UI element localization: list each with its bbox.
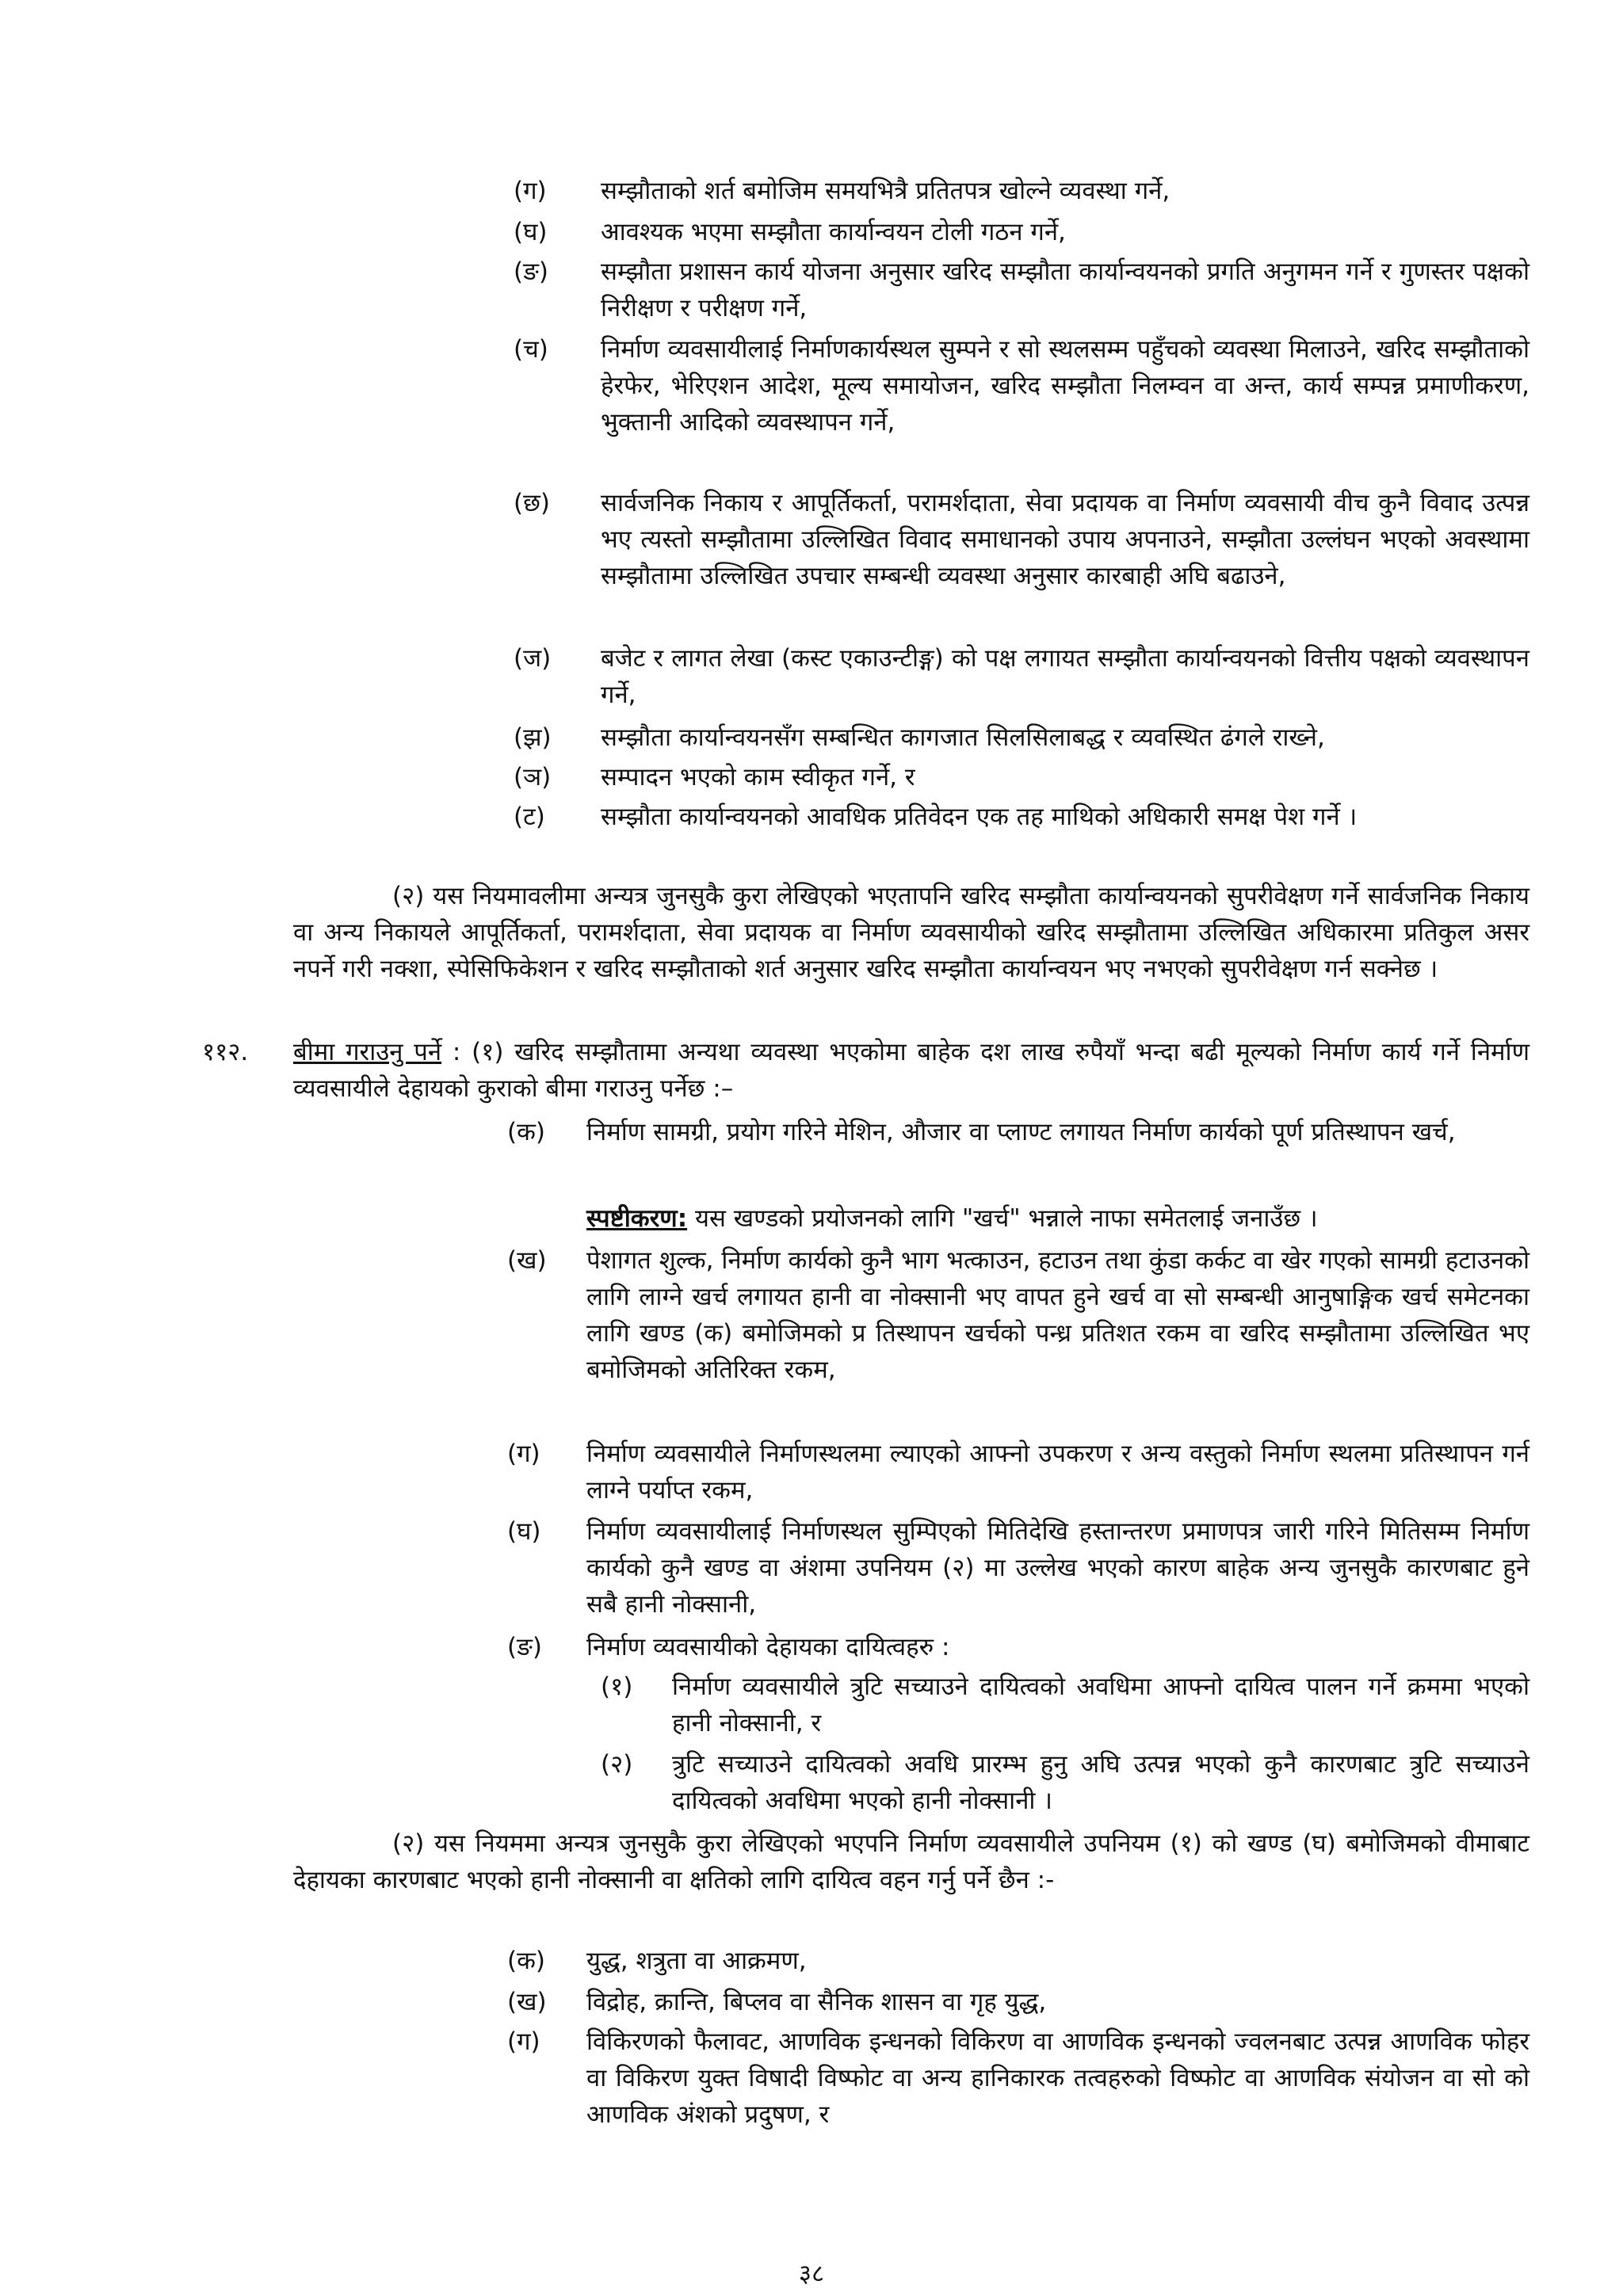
sub-list-item	[601, 1746, 1529, 1819]
item-label: (क)	[507, 1947, 545, 1975]
section-intro-text: : (१) खरिद सम्झौतामा अन्यथा व्यवस्था भएकोमा बाहेक दश लाख रुपैयाँ भन्दा बढी मूल्यको निर्माण कार्य गर्ने निर्माण व्यवसायीले देहायको कुराको बीमा गराउनु पर्नेछ :–	[293, 1038, 1530, 1103]
item-text: निर्माण व्यवसायीको देहायका दायित्वहरु :	[586, 1633, 950, 1661]
list-item	[507, 2023, 1529, 2133]
list-item	[514, 331, 1529, 441]
item-text: सार्वजनिक निकाय र आपूर्तिकर्ता, परामर्शदाता, सेवा प्रदायक वा निर्माण व्यवसायी वीच कुनै विवाद उत्पन्न भए त्यस्तो सम्झौतामा उल्लिखित विवाद समाधानको उपाय अपनाउने, सम्झौता उल्लंघन भएको अवस्थामा सम्झौतामा उल्लिखित उपचार सम्बन्धी व्यवस्था अनुसार कारबाही अघि बढाउने,	[601, 489, 1529, 590]
item-label: (ग)	[514, 177, 547, 205]
item-text: निर्माण सामग्री, प्रयोग गरिने मेशिन, औजार वा प्लाण्ट लगायत निर्माण कार्यको पूर्ण प्रतिस्थापन खर्च,	[586, 1118, 1456, 1146]
item-label: (छ)	[514, 489, 550, 517]
sub-list-item	[601, 1669, 1529, 1741]
item-label: (झ)	[514, 723, 552, 752]
item-label: (ख)	[507, 1246, 547, 1275]
item-text: निर्माण व्यवसायीलाई निर्माणकार्यस्थल सुम्पने र सो स्थलसम्म पहुँचको व्यवस्था मिलाउने, खरिद सम्झौताको हेरफेर, भेरिएशन आदेश, मूल्य समायोजन, खरिद सम्झौता निलम्वन वा अन्त, कार्य सम्पन्न प्रमाणीकरण, भुक्तानी आदिको व्यवस्थापन गर्ने,	[601, 335, 1529, 437]
item-text: बजेट र लागत लेखा (कस्ट एकाउन्टीङ्ग) को पक्ष लगायत सम्झौता कार्यान्वयनको वित्तीय पक्षको व्यवस्थापन गर्ने,	[601, 644, 1529, 709]
page-number: ३८	[798, 2260, 825, 2288]
item-text: सम्झौता कार्यान्वयनको आवधिक प्रतिवेदन एक तह माथिको अधिकारी समक्ष पेश गर्ने ।	[601, 803, 1358, 831]
item-label: (च)	[514, 335, 548, 364]
item-text: सम्झौता कार्यान्वयनसँग सम्बन्धित कागजात सिलसिलाबद्ध र व्यवस्थित ढंगले राख्ने,	[601, 723, 1325, 752]
item-text: सम्झौता प्रशासन कार्य योजना अनुसार खरिद सम्झौता कार्यान्वयनको प्रगति अनुगमन गर्ने र गुणस्तर पक्षको निरीक्षण र परीक्षण गर्ने,	[601, 257, 1529, 322]
item-text: निर्माण व्यवसायीले त्रुटि सच्याउने दायित्वको अवधिमा आफ्नो दायित्व पालन गर्ने क्रममा भएको हानी नोक्सानी, र	[672, 1672, 1529, 1737]
item-text: निर्माण व्यवसायीले निर्माणस्थलमा ल्याएको आफ्नो उपकरण र अन्य वस्तुको निर्माण स्थलमा प्रतिस्थापन गर्न लाग्ने पर्याप्त रकम,	[586, 1440, 1529, 1505]
item-label: (२)	[601, 1750, 633, 1779]
item-text: सम्पादन भएको काम स्वीकृत गर्ने, र	[601, 763, 915, 791]
list-item	[514, 214, 1529, 250]
item-text: विद्रोह, क्रान्ति, बिप्लव वा सैनिक शासन वा गृह युद्ध,	[586, 1988, 1047, 2016]
explanation-label: स्पष्टीकरण:	[586, 1204, 688, 1233]
item-label: (क)	[507, 1118, 545, 1146]
item-label: (ञ)	[514, 763, 552, 791]
explanation	[586, 1200, 1529, 1237]
item-label: (ख)	[507, 1988, 547, 2016]
list-item	[507, 1984, 1529, 2020]
list-item	[507, 1436, 1529, 1508]
item-text: निर्माण व्यवसायीलाई निर्माणस्थल सुम्पिएको मितिदेखि हस्तान्तरण प्रमाणपत्र जारी गरिने मितिसम्म निर्माण कार्यको कुनै खण्ड वा अंशमा उपनियम (२) मा उल्लेख भएको कारण बाहेक अन्य जुनसुकै कारणबाट हुने सबै हानी नोक्सानी,	[586, 1517, 1529, 1619]
explanation-text: यस खण्डको प्रयोजनको लागि "खर्च" भन्नाले नाफा समेतलाई जनाउँछ ।	[687, 1204, 1318, 1233]
item-text: विकिरणको फैलावट, आणविक इन्धनको विकिरण वा आणविक इन्धनको ज्वलनबाट उत्पन्न आणविक फोहर वा विकिरण युक्त विषादी विष्फोट वा अन्य हानिकारक तत्वहरुको विष्फोट वा आणविक संयोजन वा सो को आणविक अंशको प्रदुषण, र	[586, 2027, 1529, 2129]
list-item	[507, 1242, 1529, 1388]
item-text: सम्झौताको शर्त बमोजिम समयभित्रै प्रतितपत्र खोल्ने व्यवस्था गर्ने,	[601, 177, 1170, 205]
item-label: (ग)	[507, 2027, 540, 2056]
item-label: (घ)	[507, 1517, 541, 1546]
item-text: त्रुटि सच्याउने दायित्वको अवधि प्रारम्भ हुनु अघि उत्पन्न भएको कुनै कारणबाट त्रुटि सच्याउने दायित्वको अवधिमा भएको हानी नोक्सानी ।	[672, 1750, 1529, 1815]
list-item	[514, 640, 1529, 713]
item-text: पेशागत शुल्क, निर्माण कार्यको कुनै भाग भत्काउन, हटाउन तथा कुंडा कर्कट वा खेर गएको सामग्री हटाउनको लागि लाग्ने खर्च लगायत हानी वा नोक्सानी भए वापत हुने खर्च वा सो सम्बन्धी आनुषाङ्गिक खर्च समेटनका लागि खण्ड (क) बमोजिमको प्र तिस्थापन खर्चको पन्ध्र प्रतिशत रकम वा खरिद सम्झौतामा उल्लिखित भए बमोजिमको अतिरिक्त रकम,	[586, 1246, 1529, 1384]
item-label: (घ)	[514, 218, 548, 246]
sub-rule-paragraph: (२) यस नियमावलीमा अन्यत्र जुनसुकै कुरा लेखिएको भएतापनि खरिद सम्झौता कार्यान्वयनको सुपरीवेक्षण गर्ने सार्वजनिक निकाय वा अन्य निकायले आपूर्तिकर्ता, परामर्शदाता, सेवा प्रदायक वा निर्माण व्यवसायीको खरिद सम्झौतामा उल्लिखित अधिकारमा प्रतिकुल असर नपर्ने गरी नक्शा, स्पेसिफिकेशन र खरिद सम्झौताको शर्त अनुसार खरिद सम्झौता कार्यान्वयन भए नभएको सुपरीवेक्षण गर्न सक्नेछ ।	[293, 882, 1529, 983]
list-item	[507, 1629, 1529, 1665]
section-heading: बीमा गराउनु पर्ने	[293, 1038, 442, 1066]
list-item	[507, 1513, 1529, 1623]
sub-rule-paragraph: (२) यस नियममा अन्यत्र जुनसुकै कुरा लेखिएको भएपनि निर्माण व्यवसायीले उपनियम (१) को खण्ड (घ) बमोजिमको वीमाबाट देहायका कारणबाट भएको हानी नोक्सानी वा क्षतिको लागि दायित्व वहन गर्नु पर्ने छैन :-	[293, 1829, 1529, 1894]
item-label: (ज)	[514, 644, 552, 673]
list-item	[514, 485, 1529, 594]
list-item	[514, 799, 1529, 835]
section-number: ११२.	[202, 1038, 249, 1066]
list-item	[514, 254, 1529, 326]
item-text: युद्ध, शत्रुता वा आक्रमण,	[586, 1947, 807, 1975]
list-item	[514, 759, 1529, 795]
list-item	[514, 719, 1529, 756]
item-label: (ङ)	[507, 1633, 542, 1661]
list-item	[507, 1943, 1529, 1979]
item-label: (ङ)	[514, 257, 548, 286]
item-text: आवश्यक भएमा सम्झौता कार्यान्वयन टोली गठन गर्ने,	[601, 218, 1066, 246]
item-label: (ट)	[514, 803, 545, 831]
list-item	[514, 173, 1529, 209]
item-label: (१)	[601, 1672, 633, 1701]
list-item	[507, 1114, 1529, 1150]
section-intro	[293, 1034, 1529, 1107]
item-label: (ग)	[507, 1440, 540, 1468]
